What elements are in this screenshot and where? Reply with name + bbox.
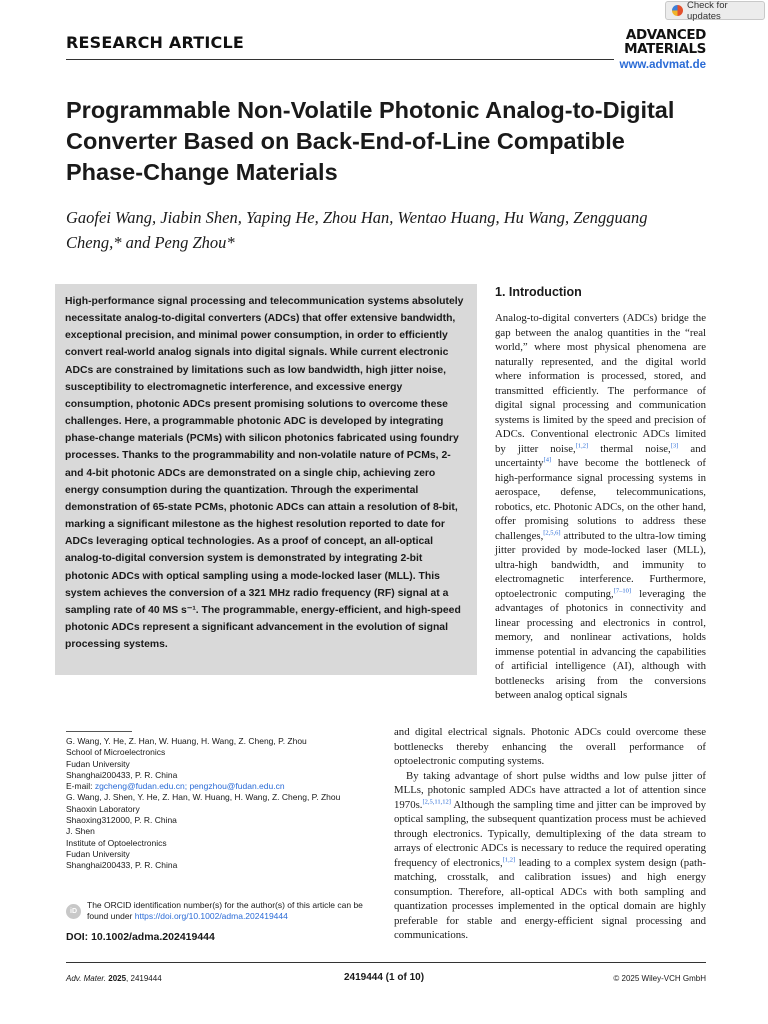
- introduction-paragraph-1-continued: and digital electrical signals. Photonic ADCs could overcome these bottlenecks thereby enhancing the overall performance of optoelectronic computing systems.: [394, 726, 706, 767]
- citation-reference[interactable]: [2,5,11,12]: [422, 797, 451, 805]
- citation-reference[interactable]: [1,2]: [502, 855, 516, 863]
- affiliation-line: Shanghai200433, P. R. China: [66, 769, 178, 780]
- introduction-body-wide: [394, 725, 706, 943]
- paragraph-text: Analog-to-digital converters (ADCs) bridge the gap between the analog quantities in the “real world,” where most physical phenomena are naturally represented, and the digital world where information is processed, stored, and transmitted efficiently. The performance of digital signal processing and communication systems is limited by the speed and precision of ADCs. Conventional electronic ADCs limited by jitter noise,: [495, 312, 706, 455]
- affiliation-email: [66, 781, 376, 792]
- citation-reference[interactable]: [1,2]: [575, 441, 589, 449]
- orcid-note: [66, 900, 382, 923]
- citation-reference[interactable]: [7–10]: [613, 586, 632, 594]
- journal-url-link[interactable]: www.advmat.de: [619, 59, 706, 71]
- abstract-text: High-performance signal processing and telecommunication systems absolutely necessitate analog-to-digital converters (ADCs) that offer extensive bandwidth, exceptional precision, and minimal power consumption, in order to efficiently convert real-world analog signals into digital signals. While current electronic ADCs are constrained by limitations such as low bandwidth, high jitter noise, susceptibility to electromagnetic interference, and excessive energy consumption, photonic ADCs present promising solutions to overcome these challenges. Here, a programmable photonic ADC is developed by integrating phase-change materials (PCMs) with silicon photonics fabricated using foundry processes. Thanks to the programmability and non-volatile nature of PCMs, 2- and 4-bit photonic ADCs are demonstrated on a single chip, achieving zero energy consumption during the quantization. Through the experimental demonstration of 65-state PCMs, photonic ADCs can attain a resolution of 8-bit, marking a significant milestone as the highest resolution reported to date for ADCs leveraging optical technologies. As a proof of concept, an all-optical analog-to-digital conversion system is demonstrated by integrating 2-bit photonic ADCs with optical sampling using a mode-locked laser (MLL). This system achieves the conversion of a 321 MHz radio frequency (RF) signal at a sampling rate of 40 MS s⁻¹. The programmable, energy-efficient, and high-speed photonic ADCs represent a significant advancement in the evolution of signal processing systems.: [65, 296, 464, 651]
- citation-reference[interactable]: [3]: [670, 441, 679, 449]
- affiliation-line: Shaoxing312000, P. R. China: [66, 815, 177, 826]
- orcid-link[interactable]: https://doi.org/10.1002/adma.202419444: [134, 911, 288, 922]
- introduction-paragraph-2: [394, 769, 706, 943]
- affiliation-line: G. Wang, J. Shen, Y. He, Z. Han, W. Huang, H. Wang, Z. Cheng, P. Zhou: [66, 792, 341, 803]
- paragraph-text: leading to a complex system design (path-matching, crosstalk, and calibration issues) and high energy consumption. Therefore, all-optical ADCs with both sampling and quantization processes implemented in the optical domain are highly preferable for stable and energy-efficient signal processing and communications.: [394, 856, 706, 941]
- affiliation-block: [66, 826, 376, 871]
- affiliation-line: Institute of Optoelectronics: [66, 837, 167, 848]
- affiliation-divider: [66, 731, 132, 732]
- introduction-paragraph-1: [495, 311, 706, 703]
- check-for-updates-button[interactable]: [665, 1, 765, 20]
- affiliation-line: J. Shen: [66, 826, 95, 837]
- check-for-updates-label: Check for updates: [686, 0, 728, 22]
- affiliation-line: Fudan University: [66, 758, 130, 769]
- affiliation-line: School of Microelectronics: [66, 747, 166, 758]
- journal-logo: [620, 28, 707, 71]
- citation-reference[interactable]: [4]: [543, 456, 552, 464]
- orcid-icon: iD: [66, 904, 81, 919]
- copyright: © 2025 Wiley-VCH GmbH: [613, 974, 706, 983]
- affiliation-line: Fudan University: [66, 848, 130, 859]
- header-divider: [66, 59, 614, 60]
- affiliation-block: [66, 736, 376, 792]
- email-label: E-mail:: [66, 781, 95, 792]
- footer-year: 2025: [108, 974, 127, 983]
- doi-label: DOI: 10.1002/adma.202419444: [66, 931, 215, 943]
- affiliation-block: [66, 792, 376, 826]
- introduction-heading: 1. Introduction: [495, 285, 582, 299]
- orcid-text: [87, 900, 382, 923]
- affiliations: [66, 736, 376, 872]
- logo-line-1: ADVANCED: [625, 27, 706, 43]
- orcid-description: The ORCID identification number(s) for the author(s) of this article can be found under: [87, 900, 363, 922]
- author-list: Gaofei Wang, Jiabin Shen, Yaping He, Zhou Han, Wentao Huang, Hu Wang, Zengguang Cheng,* and Peng Zhou*: [66, 208, 648, 252]
- affiliation-line: G. Wang, Y. He, Z. Han, W. Huang, H. Wang, Z. Cheng, P. Zhou: [66, 736, 307, 746]
- paragraph-text: By taking advantage of short pulse widths and low pulse jitter of MLLs, photonic sampled ADCs have attracted a lot of attention since 1970s.: [394, 769, 706, 811]
- citation-reference[interactable]: [2,5,6]: [543, 528, 561, 536]
- logo-line-2: MATERIALS: [624, 41, 706, 57]
- paragraph-text: attributed to the ultra-low timing jitter provided by mode-locked laser (MLL), ultra-high bandwidth, and immunity to electromagnetic interference. Furthermore, optoelectronic computing,: [495, 529, 706, 600]
- footer-journal: Adv. Mater.: [66, 974, 107, 983]
- paragraph-text: Although the sampling time and jitter can be improved by optical sampling, the subsequent quantization process must be achieved through electronics. Typically, demultiplexing of the data stream to arrays of electronic ADCs is necessary to reduce the required operating frequency of electronics,: [394, 798, 706, 869]
- paragraph-text: leveraging the advantages of photonics in connectivity and linear processing and electronics in control, memory, and nonlinear activations, holds immense potential in advancing the capabilities of artificial intelligence (AI), although with bottlenecks arising from the conversions between analog optical signals: [495, 587, 707, 701]
- article-title: Programmable Non-Volatile Photonic Analog-to-Digital Converter Based on Back-End-of-Line Compatible Phase-Change Materials: [66, 97, 675, 185]
- paragraph-text: and uncertainty: [495, 442, 706, 469]
- email-link[interactable]: zgcheng@fudan.edu.cn; pengzhou@fudan.edu.cn: [94, 781, 285, 792]
- abstract-box: [55, 284, 477, 675]
- paragraph-text: thermal noise,: [588, 442, 671, 455]
- page-number: 2419444 (1 of 10): [343, 972, 425, 983]
- affiliation-line: Shaoxin Laboratory: [66, 803, 140, 814]
- paragraph-text: have become the bottleneck of high-performance signal processing systems in aerospace, defense, telecommunications, robotics, etc. Photonic ADCs, on the other hand, offer promising solutions to address these challenges,: [495, 457, 706, 542]
- article-type-label: RESEARCH ARTICLE: [66, 33, 245, 52]
- crossmark-icon: [672, 5, 683, 16]
- affiliation-line: Shanghai200433, P. R. China: [66, 860, 178, 871]
- footer-article-number: , 2419444: [126, 974, 162, 983]
- footer-divider: [66, 962, 706, 963]
